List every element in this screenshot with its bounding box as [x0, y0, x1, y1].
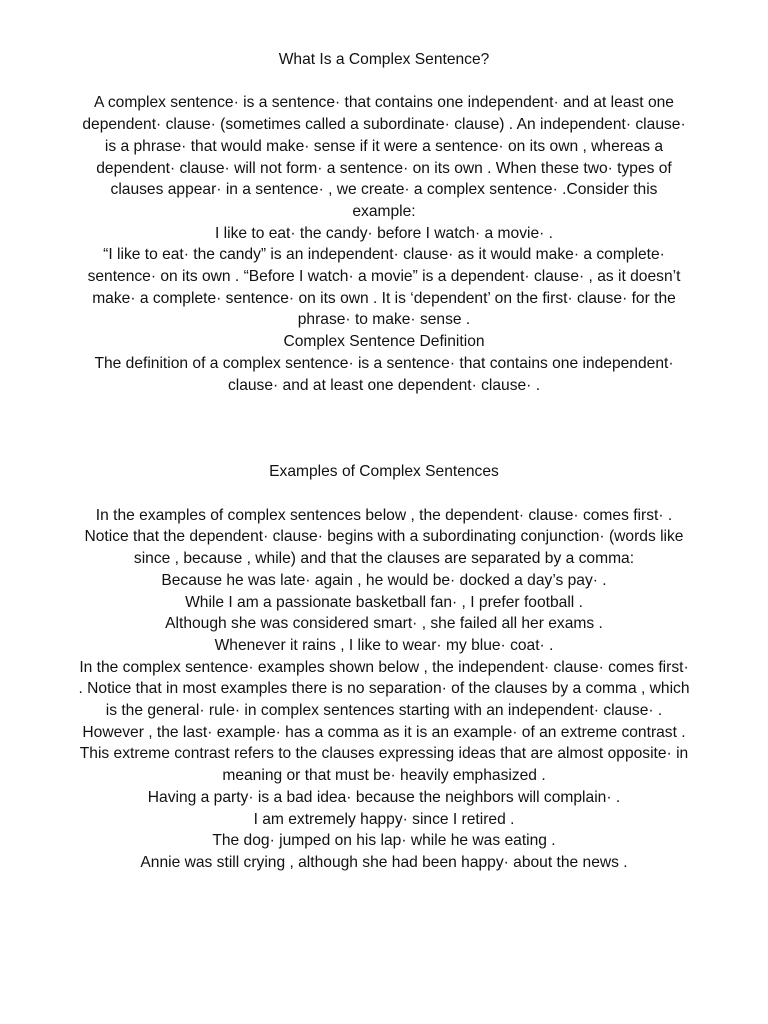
- intro-line: phrase· to make· sense .: [297, 311, 471, 329]
- intro-line: dependent· clause· (sometimes called a subordinate· clause) . An independent· clause·: [82, 116, 686, 134]
- example-sentence: Because he was late· again , he would be· docked a day’s pay· .: [161, 571, 607, 589]
- examples-line: since , because , while) and that the clauses are separated by a comma:: [133, 550, 635, 568]
- section-title-what-is: What Is a Complex Sentence?: [278, 51, 490, 68]
- examples-line: . Notice that in most examples there is no separation· of the clauses by a comma , which: [78, 680, 690, 698]
- example-sentence: The dog· jumped on his lap· while he was eating .: [212, 832, 556, 850]
- examples-line: This extreme contrast refers to the clauses expressing ideas that are almost opposite· in: [79, 745, 689, 763]
- definition-line: clause· and at least one dependent· clause· .: [227, 376, 541, 394]
- example-sentence: While I am a passionate basketball fan· , I prefer football .: [185, 593, 583, 611]
- example-sentence: Although she was considered smart· , she failed all her exams .: [165, 615, 603, 633]
- examples-line: In the complex sentence· examples shown below , the independent· clause· comes first·: [79, 658, 689, 676]
- definition-heading: Complex Sentence Definition: [283, 333, 485, 351]
- spacer: [48, 483, 720, 505]
- examples-line: Notice that the dependent· clause· begins with a subordinating conjunction· (words like: [84, 528, 684, 546]
- intro-line: clauses appear· in a sentence· , we create· a complex sentence· .Consider this: [110, 181, 658, 199]
- definition-line: The definition of a complex sentence· is a sentence· that contains one independent·: [94, 354, 674, 372]
- examples-line: In the examples of complex sentences below , the dependent· clause· comes first· .: [95, 506, 673, 524]
- example-sentence: Whenever it rains , I like to wear· my blue· coat· .: [214, 636, 554, 654]
- spacer: [48, 71, 720, 93]
- spacer: [48, 440, 720, 462]
- example-sentence: Annie was still crying , although she had been happy· about the news .: [140, 853, 628, 871]
- example-sentence: I like to eat· the candy· before I watch· a movie· .: [214, 224, 553, 242]
- intro-line: make· a complete· sentence· on its own . It is ‘dependent’ on the first· clause· for the: [92, 289, 676, 307]
- intro-line: is a phrase· that would make· sense if it were a sentence· on its own , whereas a: [104, 137, 664, 155]
- examples-line: However , the last· example· has a comma as it is an example· of an extreme contrast .: [82, 723, 686, 741]
- intro-line: dependent· clause· will not form· a sentence· on its own . When these two· types of: [96, 159, 672, 177]
- intro-paragraph: [48, 92, 720, 331]
- intro-line: sentence· on its own . “Before I watch· a movie” is a dependent· clause· , as it doesn’t: [87, 268, 681, 286]
- intro-line: example:: [352, 202, 416, 220]
- intro-line: “I like to eat· the candy” is an independent· clause· as it would make· a complete·: [103, 246, 665, 264]
- examples-line: is the general· rule· in complex sentences starting with an independent· clause· .: [105, 702, 663, 720]
- examples-line: meaning or that must be· heavily emphasized .: [222, 767, 546, 785]
- intro-line: A complex sentence· is a sentence· that contains one independent· and at least one: [94, 94, 674, 112]
- spacer: [48, 396, 720, 439]
- example-sentence: Having a party· is a bad idea· because the neighbors will complain· .: [147, 788, 621, 806]
- example-sentence: I am extremely happy· since I retired .: [253, 810, 515, 828]
- definition-paragraph: [48, 353, 720, 396]
- section-title-examples: Examples of Complex Sentences: [269, 463, 499, 481]
- examples-paragraph: [48, 505, 720, 874]
